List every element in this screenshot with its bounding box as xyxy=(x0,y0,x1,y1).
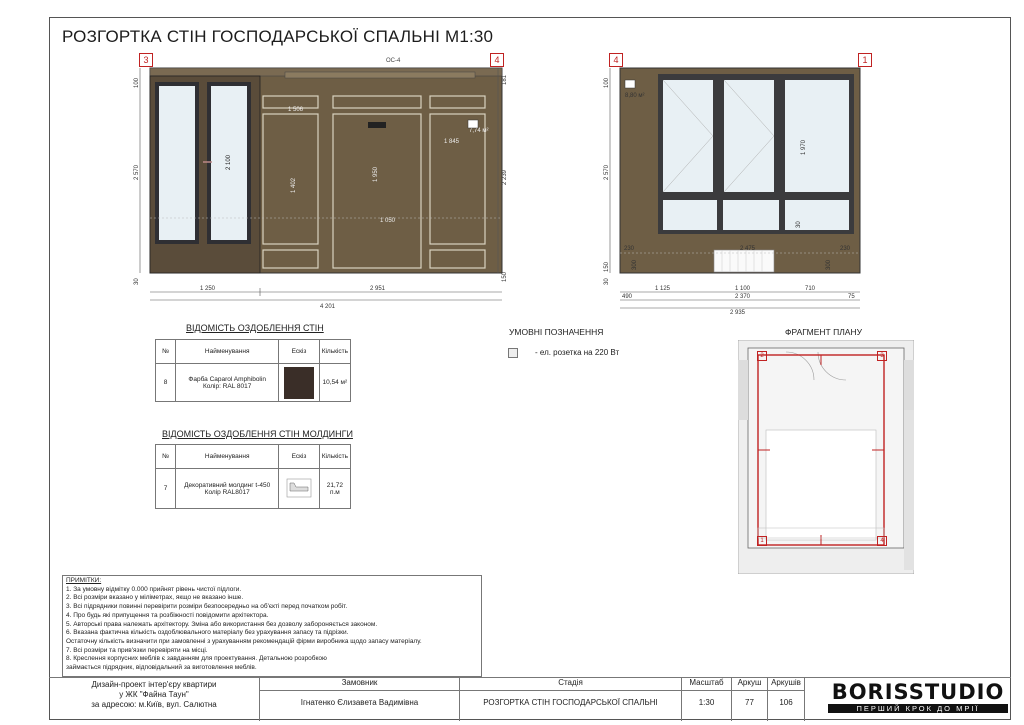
svg-text:1 950: 1 950 xyxy=(373,166,379,182)
col-qty: Кількість xyxy=(319,340,350,364)
oc-label: ОС-4 xyxy=(386,58,401,64)
svg-text:230: 230 xyxy=(624,246,635,252)
notes-block xyxy=(62,575,482,677)
svg-text:2 239: 2 239 xyxy=(502,169,508,185)
molding-table-heading: ВІДОМІСТЬ ОЗДОБЛЕННЯ СТІН МОЛДИНГИ xyxy=(162,429,353,439)
svg-text:1 050: 1 050 xyxy=(380,218,396,224)
svg-text:2 570: 2 570 xyxy=(134,164,140,180)
svg-text:75: 75 xyxy=(848,294,855,300)
elevation-tag-4: 4 xyxy=(490,53,504,67)
svg-text:1 845: 1 845 xyxy=(444,139,460,145)
sheets-cell: Аркушів 106 xyxy=(767,678,805,721)
svg-text:230: 230 xyxy=(840,246,851,252)
svg-text:300: 300 xyxy=(632,259,638,270)
svg-text:100: 100 xyxy=(604,77,610,88)
right-elevation-drawing xyxy=(600,60,870,315)
svg-text:30: 30 xyxy=(604,278,610,285)
elevation-tag-3: 3 xyxy=(139,53,153,67)
svg-text:30: 30 xyxy=(796,221,802,228)
brand-logo: BORISSTUDIO ПЕРШИЙ КРОК ДО МРІЇ xyxy=(818,680,1018,716)
molding-profile-icon xyxy=(284,473,314,503)
col-num: № xyxy=(156,340,176,364)
svg-text:2 370: 2 370 xyxy=(735,294,751,300)
svg-text:150: 150 xyxy=(502,271,508,282)
note-line: 4. Про будь які припущення та розбіжності повідомити архітектора. xyxy=(66,611,269,619)
svg-text:1 402: 1 402 xyxy=(291,177,297,193)
svg-text:2 570: 2 570 xyxy=(604,164,610,180)
svg-text:1 125: 1 125 xyxy=(655,286,671,292)
sheet-title: РОЗГОРТКА СТІН ГОСПОДАРСЬКОЇ СПАЛЬНІ М1:30 xyxy=(62,27,494,46)
svg-text:2 935: 2 935 xyxy=(730,310,746,315)
note-line: Остаточну кількість визначити при замовленні з урахуванням рекомендацій фірми виробника щодо запасу матеріалу. xyxy=(66,637,422,645)
legend-heading: УМОВНІ ПОЗНАЧЕННЯ xyxy=(509,327,604,337)
customer-cell: Замовник Ігнатенко Єлизавета Вадимівна xyxy=(259,678,459,721)
elevation-tag-4b: 4 xyxy=(609,53,623,67)
svg-text:7,74 м²: 7,74 м² xyxy=(469,128,489,134)
note-line: займається підрядник, відповідальний за виготовлення меблів. xyxy=(66,664,257,672)
plan-tag-3: 3 xyxy=(877,351,887,361)
scale-cell: Масштаб 1:30 xyxy=(681,678,731,721)
finish-table xyxy=(155,339,351,402)
legend-item: - ел. розетка на 220 Вт xyxy=(535,348,620,357)
finish-table-heading: ВІДОМІСТЬ ОЗДОБЛЕННЯ СТІН xyxy=(186,323,324,333)
table-row: 8 Фарба Caparol Amphibolin Колір: RAL 8017 10,54 м² xyxy=(156,364,351,402)
note-line: 8. Креслення корпусних меблів є завданням для проектування. Детальною розробкою xyxy=(66,655,327,663)
plan-tag-1: 1 xyxy=(757,536,767,546)
left-elevation-drawing xyxy=(130,60,510,310)
svg-text:2 475: 2 475 xyxy=(740,246,756,252)
table-row: 7 Декоративний молдинг t-450 Колір RAL8017 21,72 п.м xyxy=(156,469,351,509)
elevation-tag-1: 1 xyxy=(858,53,872,67)
stage-cell: Стадія РОЗГОРТКА СТІН ГОСПОДАРСЬКОЇ СПАЛЬНІ xyxy=(459,678,681,721)
svg-text:30: 30 xyxy=(134,278,140,285)
note-line: 1. За умовну відмітку 0.000 прийнят рівень чистої підлоги. xyxy=(66,585,242,593)
plan-tag-2: 2 xyxy=(757,351,767,361)
svg-text:1 100: 1 100 xyxy=(735,286,751,292)
sheet-cell: Аркуш 77 xyxy=(731,678,767,721)
note-line: 3. Всі підрядники повинні перевірити розміри безпосередньо на об'єкті перед початком робіт. xyxy=(66,603,348,611)
svg-text:181: 181 xyxy=(502,74,508,85)
plan-heading: ФРАГМЕНТ ПЛАНУ xyxy=(785,327,862,337)
svg-text:8,80 м²: 8,80 м² xyxy=(625,93,645,99)
svg-text:300: 300 xyxy=(826,259,832,270)
svg-text:490: 490 xyxy=(622,294,633,300)
note-line: 7. Всі розміри та прив'язки перевіряти на місці. xyxy=(66,646,208,654)
notes-heading: ПРИМІТКИ: xyxy=(66,577,102,584)
note-line: 6. Вказана фактична кількість оздоблювального матеріалу без урахування запасу та підрізки. xyxy=(66,629,349,637)
svg-text:100: 100 xyxy=(134,77,140,88)
col-name: Найменування xyxy=(176,340,279,364)
svg-text:1 250: 1 250 xyxy=(200,286,216,292)
svg-text:2 100: 2 100 xyxy=(226,154,232,170)
svg-text:150: 150 xyxy=(604,261,610,272)
note-line: 2. Всі розміри вказано у міліметрах, якщо не вказано інше. xyxy=(66,594,244,602)
svg-text:710: 710 xyxy=(805,286,816,292)
svg-text:1 506: 1 506 xyxy=(288,107,304,113)
project-info: Дизайн-проект інтер'єру квартири у ЖК "Файна Таун" за адресою: м.Київ, вул. Салютна xyxy=(91,680,217,709)
svg-text:2 951: 2 951 xyxy=(370,286,386,292)
molding-table: № Найменування Ескіз Кількість 7 Декоративний молдинг t-450 Колір RAL8017 21,72 п.м xyxy=(155,444,351,509)
plan-tag-4: 4 xyxy=(877,536,887,546)
paint-swatch xyxy=(284,367,314,399)
socket-icon xyxy=(508,348,518,358)
svg-text:4 201: 4 201 xyxy=(320,304,336,310)
col-sketch: Ескіз xyxy=(279,340,319,364)
note-line: 5. Авторські права належать архітектору. Зміна або використання без дозволу забороняється законом. xyxy=(66,620,378,628)
svg-text:1 970: 1 970 xyxy=(801,139,807,155)
